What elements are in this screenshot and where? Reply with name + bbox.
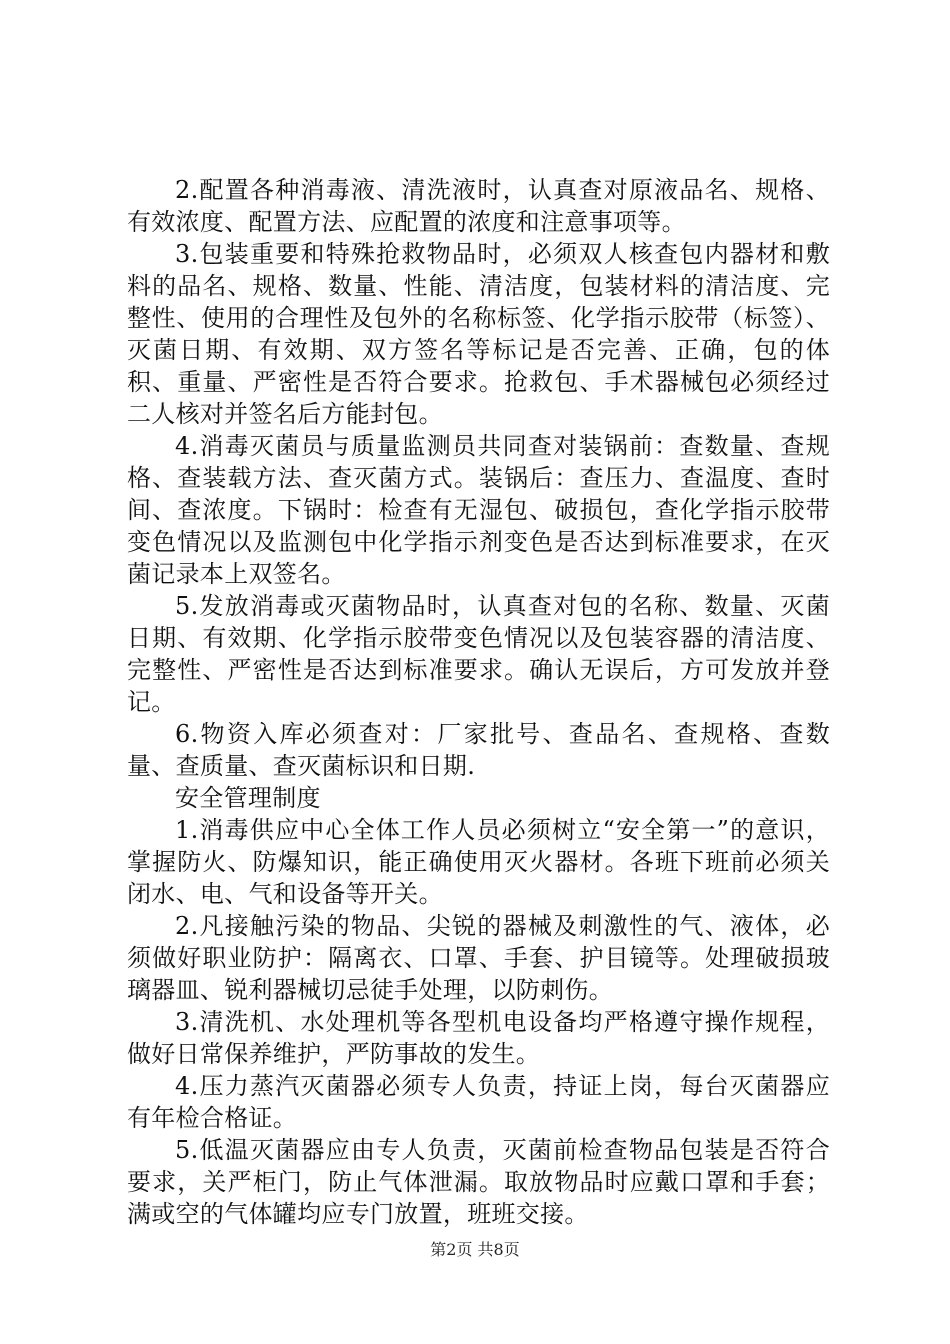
safety-item-3: 3.清洗机、水处理机等各型机电设备均严格遵守操作规程，做好日常保养维护，严防事故的发生。 <box>127 1008 830 1068</box>
paragraph-item-3: 3.包装重要和特殊抢救物品时，必须双人核查包内器材和敷料的品名、规格、数量、性能、清洁度，包装材料的清洁度、完整性、使用的合理性及包外的名称标签、化学指示胶带（标签）、灭菌日期、有效期、双方签名等标记是否完善、正确，包的体积、重量、严密性是否符合要求。抢救包、手术器械包必须经过二人核对并签名后方能封包。 <box>127 240 830 428</box>
safety-item-2: 2.凡接触污染的物品、尖锐的器械及刺激性的气、液体，必须做好职业防护：隔离衣、口罩、手套、护目镜等。处理破损玻璃器皿、锐利器械切忌徒手处理，以防刺伤。 <box>127 912 830 1004</box>
paragraph-item-4: 4.消毒灭菌员与质量监测员共同查对装锅前：查数量、查规格、查装载方法、查灭菌方式。装锅后：查压力、查温度、查时间、查浓度。下锅时：检查有无湿包、破损包，查化学指示胶带变色情况以及监测包中化学指示剂变色是否达到标准要求，在灭菌记录本上双签名。 <box>127 432 830 588</box>
page-number: 第2页 共8页 <box>430 1240 520 1259</box>
paragraph-item-6: 6.物资入库必须查对：厂家批号、查品名、查规格、查数量、查质量、查灭菌标识和日期. <box>127 720 830 780</box>
paragraph-item-2: 2.配置各种消毒液、清洗液时，认真查对原液品名、规格、有效浓度、配置方法、应配置的浓度和注意事项等。 <box>127 176 830 236</box>
safety-item-4: 4.压力蒸汽灭菌器必须专人负责，持证上岗，每台灭菌器应有年检合格证。 <box>127 1072 830 1132</box>
safety-item-5: 5.低温灭菌器应由专人负责，灭菌前检查物品包装是否符合要求，关严柜门，防止气体泄漏。取放物品时应戴口罩和手套；满或空的气体罐均应专门放置，班班交接。 <box>127 1136 830 1228</box>
document-body <box>127 174 830 1230</box>
paragraph-item-5: 5.发放消毒或灭菌物品时，认真查对包的名称、数量、灭菌日期、有效期、化学指示胶带变色情况以及包装容器的清洁度、完整性、严密性是否达到标准要求。确认无误后，方可发放并登记。 <box>127 592 830 716</box>
section-heading: 安全管理制度 <box>175 784 321 812</box>
page-footer <box>0 1240 950 1260</box>
safety-item-1: 1.消毒供应中心全体工作人员必须树立“安全第一”的意识，掌握防火、防爆知识，能正确使用灭火器材。各班下班前必须关闭水、电、气和设备等开关。 <box>127 816 830 908</box>
